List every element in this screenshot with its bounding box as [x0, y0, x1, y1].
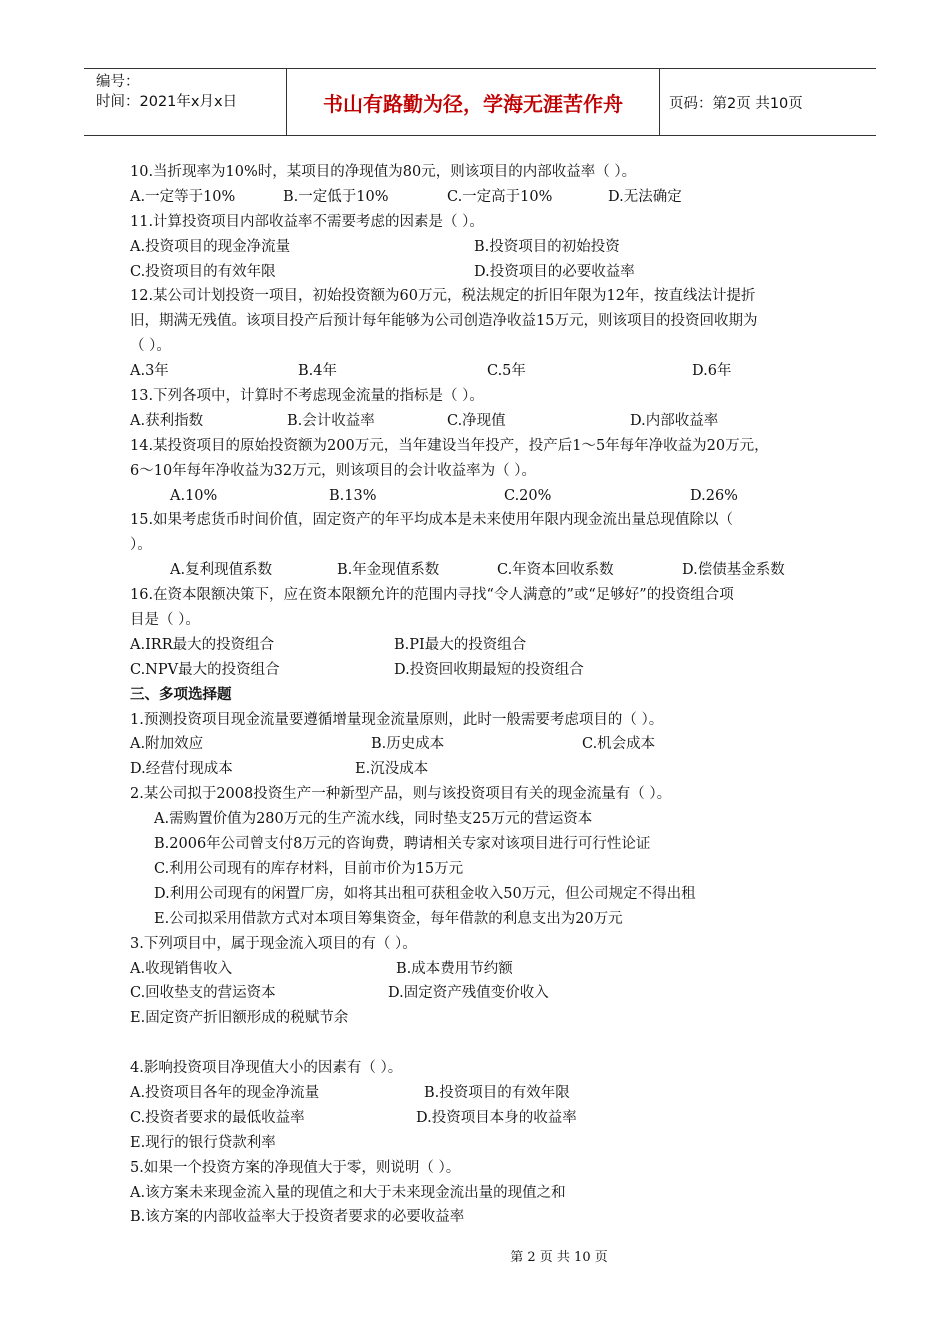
option-text: D.固定资产残值变价收入 [388, 985, 549, 1002]
text-line [130, 857, 870, 882]
text-line [130, 160, 870, 185]
option-text: D.无法确定 [608, 188, 682, 205]
option-text: C.5年 [487, 363, 526, 380]
option-text: A.10% [170, 487, 218, 504]
header-page-number: 页码：第2页 共10页 [669, 95, 803, 112]
text-line [130, 1031, 870, 1056]
text-line [130, 558, 870, 583]
text-line [130, 359, 870, 384]
line-text: D.利用公司现有的闲置厂房，如将其出租可获租金收入50万元，但公司规定不得出租 [154, 885, 696, 902]
line-text: 6～10年每年净收益为32万元，则该项目的会计收益率为（ ）。 [130, 462, 536, 479]
option-text: A.IRR最大的投资组合 [130, 636, 275, 653]
option-text: C.机会成本 [582, 736, 656, 753]
option-text: B.一定低于10% [283, 188, 389, 205]
question-content [130, 160, 870, 1230]
text-line [130, 907, 870, 932]
option-text: D.偿债基金系数 [682, 562, 785, 579]
option-text: D.内部收益率 [630, 412, 719, 429]
option-text: D.6年 [692, 363, 732, 380]
text-line [130, 384, 870, 409]
text-line [130, 508, 870, 533]
line-text: C.利用公司现有的库存材料，目前市价为15万元 [154, 860, 464, 877]
option-text: D.经营付现成本 [130, 761, 233, 778]
line-text: 4.影响投资项目净现值大小的因素有（ ）。 [130, 1060, 403, 1077]
text-line [130, 732, 870, 757]
option-text: C.一定高于10% [447, 188, 553, 205]
line-text: ）。 [130, 537, 152, 554]
option-text: A.3年 [130, 363, 169, 380]
line-text: 16.在资本限额决策下，应在资本限额允许的范围内寻找“令人满意的”或“足够好”的投资组合项 [130, 587, 734, 604]
line-text: 2.某公司拟于2008投资生产一种新型产品，则与该投资项目有关的现金流量有（ ）。 [130, 786, 672, 803]
text-line [130, 1131, 870, 1156]
line-text: 5.如果一个投资方案的净现值大于零，则说明（ ）。 [130, 1159, 461, 1176]
text-line [130, 459, 870, 484]
option-text: A.复利现值系数 [170, 562, 273, 579]
option-text: C.NPV最大的投资组合 [130, 661, 280, 678]
option-text: B.13% [329, 487, 377, 504]
option-text: E.沉没成本 [355, 761, 429, 778]
option-text: A.投资项目各年的现金净流量 [130, 1084, 320, 1101]
text-line [130, 1156, 870, 1181]
text-line [130, 882, 870, 907]
option-text: B.投资项目的初始投资 [474, 238, 620, 255]
text-line [130, 1106, 870, 1131]
text-line [130, 533, 870, 558]
line-text: E.现行的银行贷款利率 [130, 1134, 276, 1151]
text-line [130, 633, 870, 658]
text-line [130, 1181, 870, 1206]
text-line [130, 185, 870, 210]
line-text: B.该方案的内部收益率大于投资者要求的必要收益率 [130, 1209, 465, 1226]
option-text: C.20% [504, 487, 552, 504]
section-heading [130, 683, 870, 708]
footer-page-number: 第 2 页 共 10 页 [510, 1250, 608, 1265]
option-text: B.PI最大的投资组合 [394, 636, 527, 653]
option-text: D.投资项目本身的收益率 [416, 1109, 577, 1126]
option-text: D.26% [690, 487, 738, 504]
line-text: A.该方案未来现金流入量的现值之和大于未来现金流出量的现值之和 [130, 1184, 566, 1201]
option-text: A.收现销售收入 [130, 960, 233, 977]
text-line [130, 409, 870, 434]
text-line [130, 235, 870, 260]
page-header [84, 68, 876, 136]
header-motto: 书山有路勤为径，学海无涯苦作舟 [287, 69, 660, 135]
line-text: E.公司拟采用借款方式对本项目筹集资金，每年借款的利息支出为20万元 [154, 910, 623, 927]
line-text: 目是（ ）。 [130, 612, 200, 629]
text-line [130, 981, 870, 1006]
text-line [130, 1081, 870, 1106]
header-meta [84, 69, 287, 135]
document-time: 时间：2021年x月x日 [96, 94, 238, 110]
text-line [130, 708, 870, 733]
line-text: 15.如果考虑货币时间价值，固定资产的年平均成本是未来使用年限内现金流出量总现值除以（ [130, 512, 734, 529]
line-text: 12.某公司计划投资一项目，初始投资额为60万元，税法规定的折旧年限为12年，按直线法计提折 [130, 288, 756, 305]
option-text: B.会计收益率 [287, 412, 375, 429]
option-text: A.一定等于10% [130, 188, 236, 205]
option-text: C.净现值 [447, 412, 506, 429]
line-text: 三、多项选择题 [130, 686, 232, 703]
text-line [130, 757, 870, 782]
line-text: 旧，期满无残值。该项目投产后预计每年能够为公司创造净收益15万元，则该项目的投资回收期为 [130, 313, 758, 330]
text-line [130, 782, 870, 807]
option-text: B.投资项目的有效年限 [424, 1084, 570, 1101]
text-line [130, 1056, 870, 1081]
option-text: C.投资项目的有效年限 [130, 263, 276, 280]
text-line [130, 583, 870, 608]
text-line [130, 1205, 870, 1230]
option-text: A.附加效应 [130, 736, 204, 753]
line-text: 1.预测投资项目现金流量要遵循增量现金流量原则，此时一般需要考虑项目的（ ）。 [130, 711, 664, 728]
text-line [130, 210, 870, 235]
text-line [130, 334, 870, 359]
text-line [130, 484, 870, 509]
document-number: 编号： [96, 74, 140, 90]
text-line [130, 807, 870, 832]
text-line [130, 1006, 870, 1031]
line-text: E.固定资产折旧额形成的税赋节余 [130, 1010, 349, 1027]
text-line [130, 932, 870, 957]
text-line [130, 658, 870, 683]
option-text: B.成本费用节约额 [396, 960, 513, 977]
line-text: 10.当折现率为10%时，某项目的净现值为80元，则该项目的内部收益率（ ）。 [130, 164, 637, 180]
option-text: A.投资项目的现金净流量 [130, 238, 291, 255]
option-text: B.历史成本 [371, 736, 445, 753]
text-line [130, 957, 870, 982]
line-text: B.2006年公司曾支付8万元的咨询费，聘请相关专家对该项目进行可行性论证 [154, 836, 651, 853]
option-text: C.年资本回收系数 [497, 562, 614, 579]
option-text: D.投资回收期最短的投资组合 [394, 661, 584, 678]
line-text: 13.下列各项中，计算时不考虑现金流量的指标是（ ）。 [130, 388, 484, 405]
line-text: 14.某投资项目的原始投资额为200万元，当年建设当年投产，投产后1～5年每年净收益为20万元， [130, 437, 769, 454]
page-footer [0, 1246, 950, 1265]
option-text: A.获利指数 [130, 412, 204, 429]
text-line [130, 260, 870, 285]
line-text: （ ）。 [130, 338, 171, 355]
option-text: B.4年 [298, 363, 337, 380]
line-text: 11.计算投资项目内部收益率不需要考虑的因素是（ ）。 [130, 213, 484, 230]
text-line [130, 832, 870, 857]
text-line [130, 608, 870, 633]
option-text: D.投资项目的必要收益率 [474, 263, 635, 280]
text-line [130, 284, 870, 309]
text-line [130, 434, 870, 459]
line-text: 3.下列项目中，属于现金流入项目的有（ ）。 [130, 935, 417, 952]
option-text: B.年金现值系数 [337, 562, 440, 579]
text-line [130, 309, 870, 334]
line-text: A.需购置价值为280万元的生产流水线，同时垫支25万元的营运资本 [154, 811, 593, 828]
option-text: C.回收垫支的营运资本 [130, 985, 276, 1002]
option-text: C.投资者要求的最低收益率 [130, 1109, 305, 1126]
